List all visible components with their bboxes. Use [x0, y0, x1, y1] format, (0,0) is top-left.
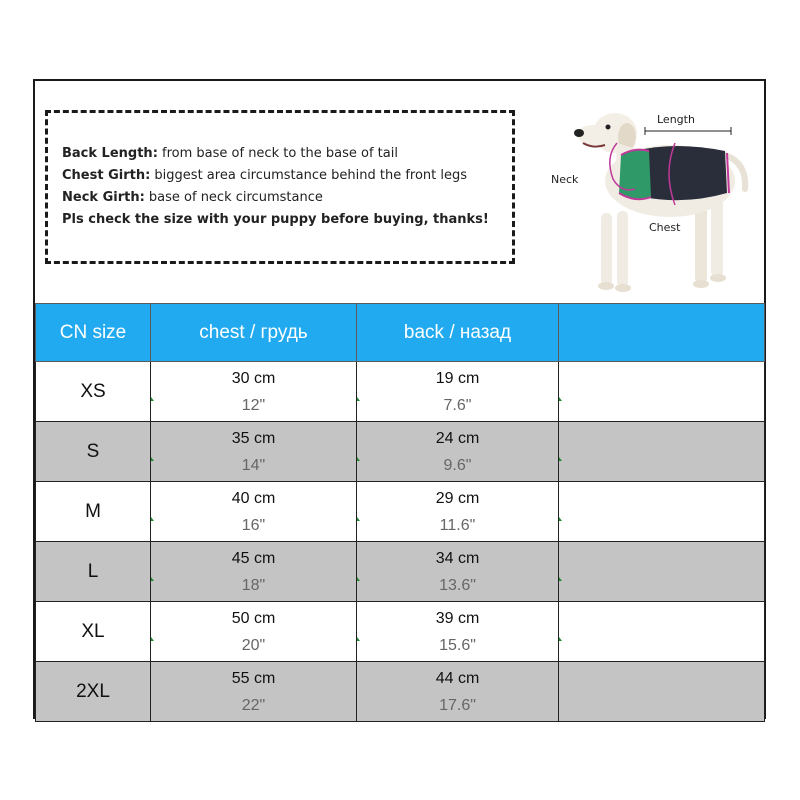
chest-girth-note: Chest Girth: biggest area circumstance behind the front legs — [62, 168, 468, 183]
back-inch: 7.6" — [443, 397, 472, 414]
back-inch: 9.6" — [443, 457, 472, 474]
chest-inch: 16" — [241, 517, 266, 534]
table-row — [36, 662, 765, 722]
back-inch: 15.6" — [439, 637, 476, 654]
chest-cm: 55 cm — [231, 670, 276, 687]
chest-cm: 40 cm — [231, 490, 276, 507]
advice-note: Pls check the size with your puppy before buying, thanks! — [62, 212, 489, 227]
chest-inch: 12" — [241, 397, 266, 414]
table-row — [36, 602, 765, 662]
table-row — [36, 482, 765, 542]
back-cell — [357, 662, 559, 722]
table-row — [36, 362, 765, 422]
dog-vest — [619, 146, 729, 200]
chest-cell — [151, 602, 357, 662]
chest-cm: 50 cm — [231, 610, 276, 627]
back-cm: 19 cm — [435, 370, 480, 387]
chest-cell — [151, 542, 357, 602]
back-cm: 29 cm — [435, 490, 480, 507]
header-empty — [559, 304, 765, 362]
size-chart-frame — [33, 79, 766, 719]
chest-cm: 45 cm — [231, 550, 276, 567]
back-cm: 24 cm — [435, 430, 480, 447]
chest-cm: 30 cm — [231, 370, 276, 387]
empty-cell — [559, 482, 765, 542]
chest-inch: 22" — [241, 697, 266, 714]
back-cell — [357, 422, 559, 482]
back-cm: 44 cm — [435, 670, 480, 687]
back-cell — [357, 482, 559, 542]
chest-label: Chest — [649, 221, 681, 234]
table-header-row — [36, 304, 765, 362]
header-cn-size: CN size — [36, 304, 151, 362]
length-measure-line — [645, 127, 731, 135]
empty-cell — [559, 542, 765, 602]
back-cell — [357, 542, 559, 602]
back-cell — [357, 602, 559, 662]
size-cell: M — [36, 482, 151, 542]
empty-cell — [559, 422, 765, 482]
dog-measurement-illustration — [535, 93, 765, 298]
back-inch: 13.6" — [439, 577, 476, 594]
chest-inch: 14" — [241, 457, 266, 474]
size-cell: 2XL — [36, 662, 151, 722]
empty-cell — [559, 662, 765, 722]
back-length-note: Back Length: from base of neck to the base of tail — [62, 146, 398, 161]
chest-inch: 20" — [241, 637, 266, 654]
table-row — [36, 422, 765, 482]
back-cell — [357, 362, 559, 422]
neck-girth-note: Neck Girth: base of neck circumstance — [62, 190, 323, 205]
back-inch: 11.6" — [439, 517, 476, 534]
size-cell: XS — [36, 362, 151, 422]
empty-cell — [559, 362, 765, 422]
length-label: Length — [657, 113, 695, 126]
table-row — [36, 542, 765, 602]
chest-cell — [151, 662, 357, 722]
back-cm: 34 cm — [435, 550, 480, 567]
chest-cell — [151, 362, 357, 422]
size-table — [35, 303, 765, 722]
dog-illustration — [574, 113, 745, 292]
chest-cell — [151, 422, 357, 482]
header-chest: chest / грудь — [151, 304, 357, 362]
back-inch: 17.6" — [439, 697, 476, 714]
header-back: back / назад — [357, 304, 559, 362]
size-cell: S — [36, 422, 151, 482]
measurement-notes — [45, 110, 515, 264]
size-cell: XL — [36, 602, 151, 662]
back-cm: 39 cm — [435, 610, 480, 627]
neck-label: Neck — [551, 173, 579, 186]
chest-cm: 35 cm — [231, 430, 276, 447]
size-cell: L — [36, 542, 151, 602]
empty-cell — [559, 602, 765, 662]
chest-cell — [151, 482, 357, 542]
chest-inch: 18" — [241, 577, 266, 594]
